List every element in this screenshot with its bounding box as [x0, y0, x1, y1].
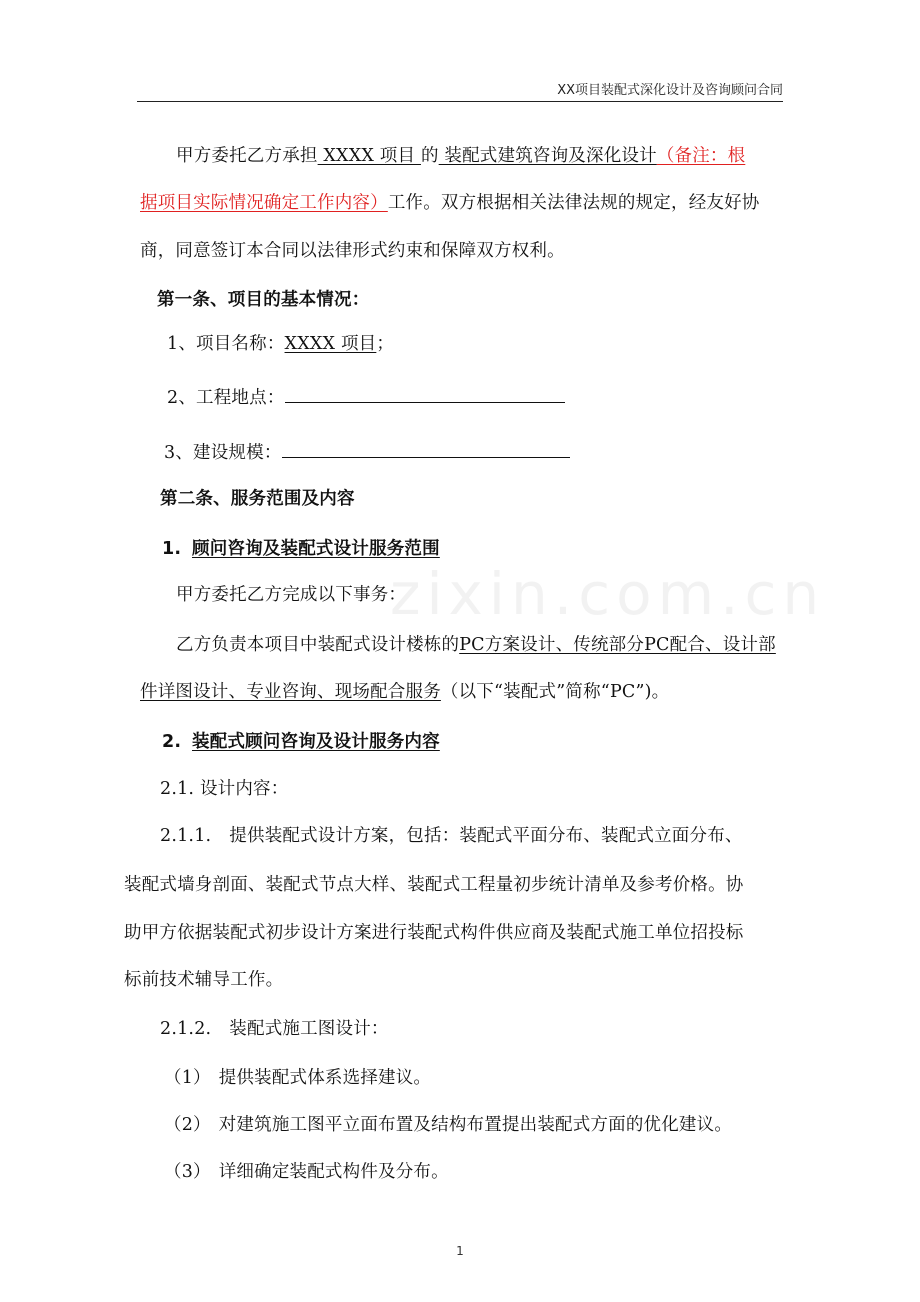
- remark-note: 据项目实际情况确定工作内容）: [140, 193, 388, 213]
- project-location-row: [167, 384, 565, 409]
- intro-text: 工作。双方根据相关法律法规的规定，经友好协: [387, 193, 760, 213]
- clause-text: 提供装配式设计方案，包括：装配式平面分布、装配式立面分布、: [229, 826, 743, 846]
- project-name-label: 1、项目名称：: [167, 334, 285, 354]
- paragraph-text: 乙方负责本项目中装配式设计楼栋的: [176, 635, 460, 655]
- construction-scale-label: 3、建设规模：: [164, 443, 282, 463]
- clause-number: 2.1.1.: [160, 826, 212, 846]
- header-divider: [137, 101, 783, 102]
- intro-line-2: [140, 189, 760, 214]
- document-header-title: XX项目装配式深化设计及咨询顾问合同: [557, 83, 783, 98]
- project-name-field: XXXX 项目: [317, 146, 421, 166]
- subsection-2-1: 2.1. 设计内容：: [160, 779, 289, 799]
- section-1-heading: [162, 535, 440, 560]
- list-item-text: 对建筑施工图平立面布置及结构布置提出装配式方面的优化建议。: [218, 1115, 733, 1135]
- section-number: 2.: [162, 732, 182, 752]
- section-1-paragraph-2-line-1: [176, 631, 776, 656]
- section-1-paragraph-1: 甲方委托乙方完成以下事务：: [176, 585, 407, 605]
- list-item-text: 提供装配式体系选择建议。: [218, 1068, 432, 1088]
- project-name-row: [167, 330, 394, 355]
- subsection-2-1-1-line-3: 助甲方依据装配式初步设计方案进行装配式构件供应商及装配式施工单位招投标: [124, 923, 744, 943]
- intro-text: 甲方委托乙方承担: [176, 146, 318, 166]
- service-scope-field: 装配式建筑咨询及深化设计: [438, 146, 657, 166]
- list-item: [164, 1111, 732, 1136]
- list-item-number: （1）: [164, 1068, 211, 1088]
- subsection-2-1-2: [160, 1015, 389, 1040]
- clause-text: 装配式施工图设计：: [229, 1019, 389, 1039]
- service-items: 件详图设计、专业咨询、现场配合服务: [140, 682, 441, 702]
- project-location-blank: [285, 384, 565, 403]
- section-1-paragraph-2-line-2: [140, 678, 669, 703]
- section-2-heading: [162, 728, 440, 753]
- intro-line-3: 商，同意签订本合同以法律形式约束和保障双方权利。: [140, 241, 565, 261]
- intro-line-1: [176, 142, 745, 167]
- construction-scale-blank: [282, 439, 570, 458]
- list-item-number: （2）: [164, 1115, 211, 1135]
- watermark: zixin.com.cn: [390, 560, 826, 628]
- list-item: [164, 1064, 431, 1089]
- service-items: PC方案设计、传统部分PC配合、设计部: [459, 635, 776, 655]
- subsection-2-1-1-line-1: [160, 822, 743, 847]
- remark-note: （备注：根: [656, 146, 746, 166]
- list-item-text: 详细确定装配式构件及分布。: [218, 1162, 449, 1182]
- article-2-title: 第二条、服务范围及内容: [160, 489, 355, 509]
- list-item: [164, 1158, 449, 1183]
- section-title: 顾问咨询及装配式设计服务范围: [192, 539, 440, 559]
- section-title: 装配式顾问咨询及设计服务内容: [192, 732, 440, 752]
- page-number: 1: [456, 1244, 464, 1258]
- section-number: 1.: [162, 539, 182, 559]
- clause-number: 2.1.2.: [160, 1019, 212, 1039]
- article-1-title: 第一条、项目的基本情况：: [157, 290, 370, 310]
- paragraph-text: （以下“装配式”简称“PC”)。: [440, 682, 670, 702]
- subsection-2-1-1-line-2: 装配式墙身剖面、装配式节点大样、装配式工程量初步统计清单及参考价格。协: [124, 875, 744, 895]
- intro-text: 的: [420, 146, 439, 166]
- subsection-2-1-1-line-4: 标前技术辅导工作。: [124, 970, 284, 990]
- list-item-number: （3）: [164, 1162, 211, 1182]
- project-name-value: XXXX 项目: [284, 334, 377, 354]
- construction-scale-row: [164, 439, 570, 464]
- punctuation: ；: [376, 334, 395, 354]
- project-location-label: 2、工程地点：: [167, 388, 285, 408]
